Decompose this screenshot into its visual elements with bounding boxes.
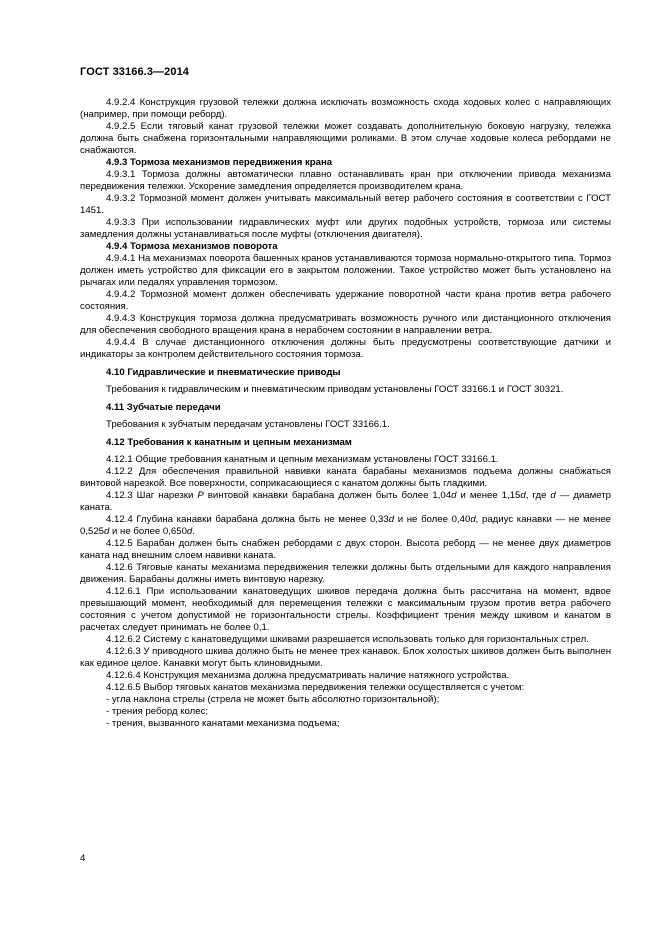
paragraph-4-9-4-1: 4.9.4.1 На механизмах поворота башенных кранов устанавливаются тормоза нормально-открытого типа. Тормоз должен иметь устройство для фиксации его в закрытом положении. Такое устройство может быть установлено на рычагах или педалях управления тормозом.: [80, 253, 611, 288]
paragraph-4-9-3-3: 4.9.3.3 При использовании гидравлических муфт или других подобных устройств, тормоза или системы замедления должны устанавливаться после муфты (отключения двигателя).: [80, 217, 611, 240]
paragraph-4-9-4-3: 4.9.4.3 Конструкция тормоза должна предусматривать возможность ручного или дистанционного отключения для обеспечения свободного вращения крана в нерабочем состоянии в направлении ветра.: [80, 313, 611, 336]
list-item: - угла наклона стрелы (стрела не может быть абсолютно горизонтальной);: [106, 694, 440, 705]
text-segment: , где: [525, 490, 551, 501]
list-item: - трения, вызванного канатами механизма подъема;: [106, 718, 340, 729]
symbol-d: d: [470, 514, 476, 525]
heading-4-12: 4.12 Требования к канатным и цепным механизмам: [106, 437, 352, 448]
paragraph-4-11-body: Требования к зубчатым передачам установлены ГОСТ 33166.1.: [106, 419, 390, 430]
symbol-p: P: [197, 490, 204, 501]
paragraph-4-9-4-4: 4.9.4.4 В случае дистанционного отключения должны быть предусмотрены соответствующие датчики и индикаторы за контролем действительного состояния тормоза.: [80, 337, 611, 360]
paragraph-4-12-2: 4.12.2 Для обеспечения правильной навивки каната барабаны механизмов подъема должны снабжаться винтовой нарезкой. Все поверхности, соприкасающиеся с канатом должны быть гладкими.: [80, 466, 611, 489]
paragraph-4-12-1: 4.12.1 Общие требования канатным и цепным механизмам установлены ГОСТ 33166.1.: [106, 454, 499, 465]
symbol-d: d: [550, 490, 556, 501]
paragraph-4-12-4: [80, 514, 611, 538]
list-item: - трения реборд колес;: [106, 706, 209, 717]
document-header: ГОСТ 33166.3—2014: [80, 66, 190, 78]
paragraph-4-12-6: 4.12.6 Тяговые канаты механизма передвижения тележки должны быть отдельными для каждого направления движения. Барабаны должны иметь винтовую нарезку.: [80, 562, 611, 585]
paragraph-4-12-3: [80, 490, 611, 514]
paragraph-4-9-3-1: 4.9.3.1 Тормоза должны автоматически плавно останавливать кран при отключении привода механизма передвижения тележки. Ускорение замедления определяется производителем крана.: [80, 169, 611, 192]
paragraph-4-9-2-4: 4.9.2.4 Конструкция грузовой тележки должна исключать возможность схода ходовых колес с направляющих (например, при помощи реборд).: [80, 97, 611, 120]
text-segment: винтовой канавки барабана должен быть более 1,04: [203, 490, 452, 501]
text-segment: .: [192, 526, 195, 537]
paragraph-4-12-6-2: 4.12.6.2 Систему с канатоведущими шкивами разрешается использовать только для горизонтальных стрел.: [106, 634, 589, 645]
text-segment: — диаметр каната.: [80, 490, 611, 513]
paragraph-4-9-2-5: 4.9.2.5 Если тяговый канат грузовой тележки может создавать дополнительную боковую нагрузку, тележка должна быть снабжена горизонтальными направляющими роликами. В этом случае ходовые колеса ребордами не снабжаются.: [80, 121, 611, 156]
heading-4-9-3: 4.9.3 Тормоза механизмов передвижения крана: [106, 157, 333, 168]
heading-4-9-4: 4.9.4 Тормоза механизмов поворота: [106, 241, 278, 252]
paragraph-4-9-3-2: 4.9.3.2 Тормозной момент должен учитывать максимальный ветер рабочего состояния в соответствии с ГОСТ 1451.: [80, 193, 611, 216]
paragraph-4-10-body: Требования к гидравлическим и пневматическим приводам установлены ГОСТ 33166.1 и ГОСТ 30321.: [106, 384, 564, 395]
symbol-d: d: [520, 490, 526, 501]
document-body: [80, 97, 611, 730]
paragraph-4-12-6-4: 4.12.6.4 Конструкция механизма должна предусматривать наличие натяжного устройства.: [106, 670, 510, 681]
paragraph-4-12-6-1: 4.12.6.1 При использовании канатоведущих шкивов передача должна быть рассчитана на момент, вдвое превышающий момент, необходимый для перемещения тележки с максимальным грузом против ветра рабочего состояния с учетом допустимой не горизонтальности стрелы. Коэффициент трения между шкивом и канатом в расчетах следует принимать не более 0,1.: [80, 586, 611, 633]
text-segment: и не более 0,40: [394, 514, 471, 525]
text-segment: и менее 1,15: [456, 490, 521, 501]
page-number: 4: [80, 853, 86, 864]
heading-4-11: 4.11 Зубчатые передачи: [106, 402, 221, 413]
text-segment: 4.12.4 Глубина канавки барабана должна быть не менее 0,33: [106, 514, 389, 525]
symbol-d: d: [388, 514, 395, 525]
text-segment: , радиус канавки — не менее 0,525: [80, 514, 611, 537]
paragraph-4-12-6-5: 4.12.6.5 Выбор тяговых канатов механизма передвижения тележки осуществляется с учетом:: [106, 682, 525, 693]
paragraph-4-12-6-3: 4.12.6.3 У приводного шкива должно быть не менее трех канавок. Блок холостых шкивов должен быть выполнен как единое целое. Канавки могут быть клиновидными.: [80, 646, 611, 669]
heading-4-10: 4.10 Гидравлические и пневматические приводы: [106, 367, 341, 378]
symbol-d: d: [104, 526, 110, 537]
text-segment: 4.12.3 Шаг нарезки: [106, 490, 198, 501]
text-segment: и не более 0,650: [109, 526, 187, 537]
paragraph-4-9-4-2: 4.9.4.2 Тормозной момент должен обеспечивать удержание поворотной части крана против ветра рабочего состояния.: [80, 289, 611, 312]
symbol-d: d: [451, 490, 457, 501]
symbol-d: d: [186, 526, 193, 537]
paragraph-4-12-5: 4.12.5 Барабан должен быть снабжен ребордами с двух сторон. Высота реборд — не менее двух диаметров каната над внешним слоем навивки каната.: [80, 538, 611, 561]
